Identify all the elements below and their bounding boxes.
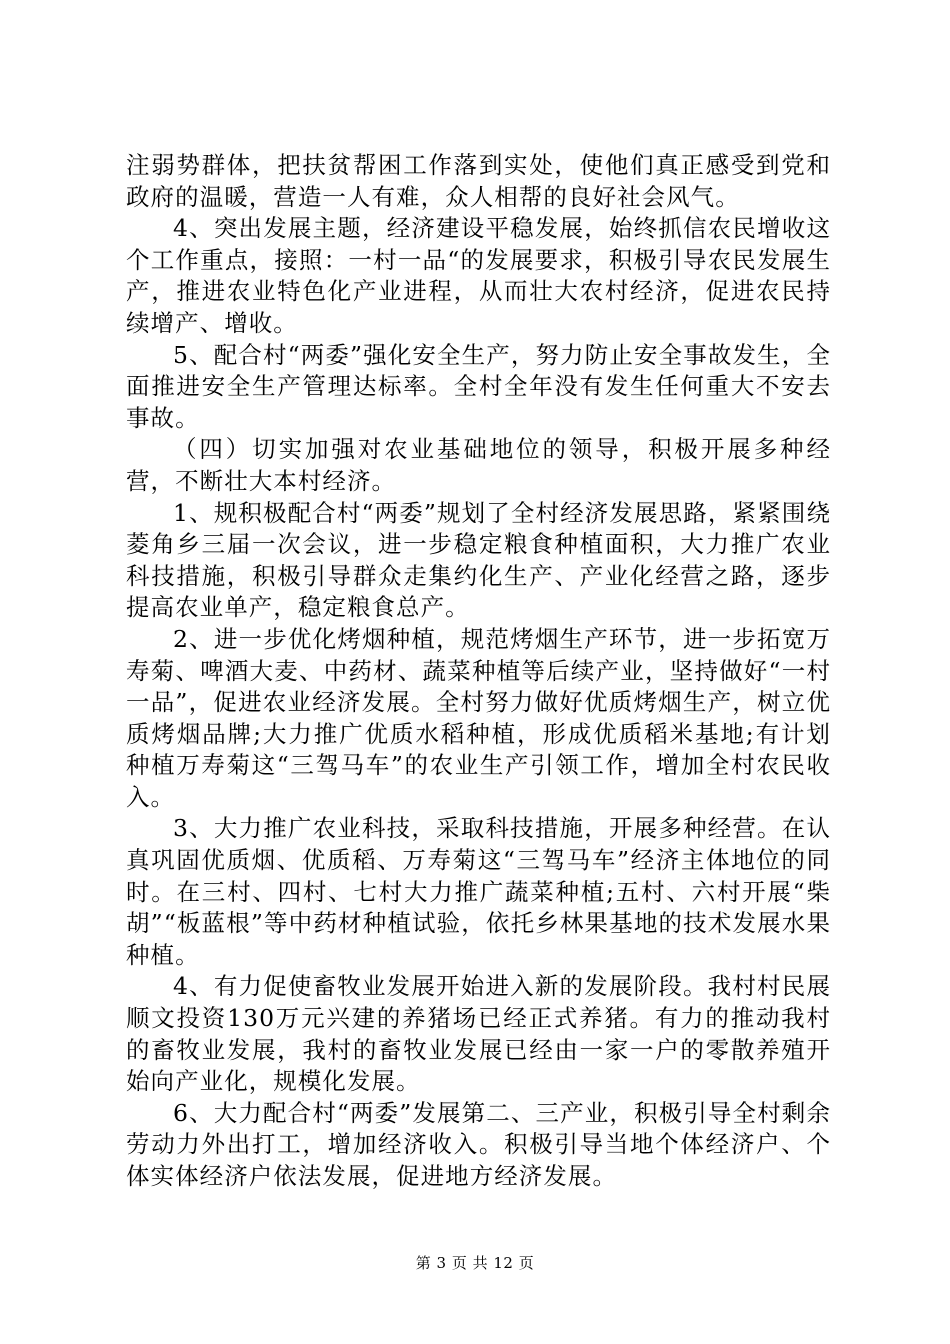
paragraph-item-5-safety-production: 5、配合村“两委”强化安全生产，努力防止安全事故发生，全面推进安全生产管理达标率。全村全年没有发生任何重大不安去事故。 — [126, 340, 831, 432]
paragraph-item-6-industry: 6、大力配合村“两委”发展第二、三产业，积极引导全村剩余劳动力外出打工，增加经济收入。积极引导当地个体经济户、个体实体经济户依法发展，促进地方经济发展。 — [126, 1098, 831, 1190]
page-number-footer: 第 3 页 共 12 页 — [415, 1254, 535, 1272]
paragraph-continuation: 注弱势群体，把扶贫帮困工作落到实处，使他们真正感受到党和政府的温暖，营造一人有难，众人相帮的良好社会风气。 — [126, 151, 831, 211]
paragraph-item-4-development-theme: 4、突出发展主题，经济建设平稳发展，始终抓信农民增收这个工作重点，接照：一村一品“的发展要求，积极引导农民发展生产，推进农业特色化产业进程，从而壮大农村经济，促进农民持续增产、增收。 — [126, 214, 831, 337]
paragraph-item-4-livestock: 4、有力促使畜牧业发展开始进入新的发展阶段。我村村民展顺文投资130万元兴建的养猪场已经正式养猪。有力的推动我村的畜牧业发展，我村的畜牧业发展已经由一家一户的零散养殖开始向产业化，规模化发展。 — [126, 972, 831, 1096]
document-body — [126, 150, 831, 1193]
section-heading-4: （四）切实加强对农业基础地位的领导，积极开展多种经营，不断壮大本村经济。 — [126, 435, 831, 495]
paragraph-item-3-agri-tech: 3、大力推广农业科技，采取科技措施，开展多种经营。在认真巩固优质烟、优质稻、万寿菊这“三驾马车”经济主体地位的同时。在三村、四村、七村大力推广蔬菜种植;五村、六村开展“柴胡”“板蓝根”等中药材种植试验，依托乡林果基地的技术发展水果种植。 — [126, 814, 831, 969]
paragraph-item-2-tobacco: 2、进一步优化烤烟种植，规范烤烟生产环节，进一步拓宽万寿菊、啤酒大麦、中药材、蔬菜种植等后续产业，坚持做好“一村一品”，促进农业经济发展。全村努力做好优质烤烟生产，树立优质烤烟品牌;大力推广优质水稻种植，形成优质稻米基地;有计划种植万寿菊这“三驾马车”的农业生产引领工作，增加全村农民收入。 — [126, 624, 831, 811]
paragraph-item-1-planning: 1、规积极配合村“两委”规划了全村经济发展思路，紧紧围绕菱角乡三届一次会议，进一步稳定粮食种植面积，大力推广农业科技措施，积极引导群众走集约化生产、产业化经营之路，逐步提高农业单产，稳定粮食总产。 — [126, 498, 831, 622]
